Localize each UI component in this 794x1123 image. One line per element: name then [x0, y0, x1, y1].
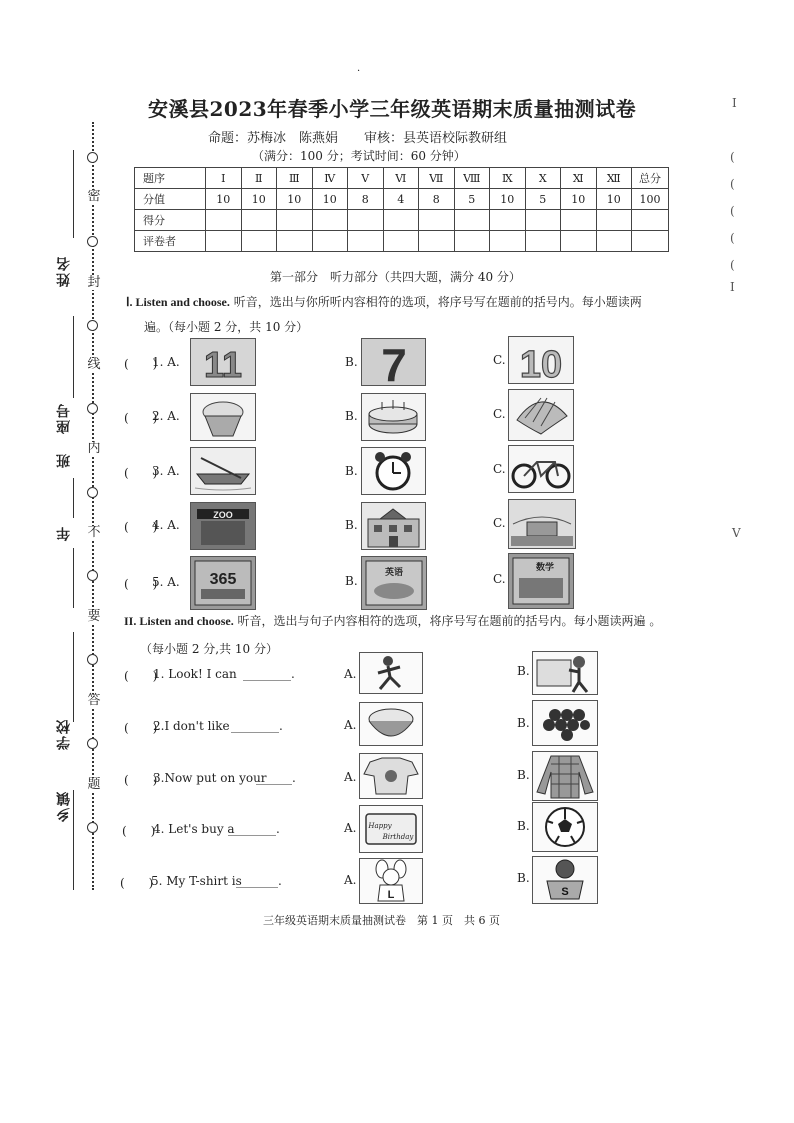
score-cell[interactable] [277, 210, 313, 231]
col-header: Ⅻ [596, 168, 632, 189]
q1-option-b-image[interactable] [361, 338, 426, 386]
section2-title: II. Listen and choose. [124, 614, 234, 628]
table-cell: 5 [525, 189, 561, 210]
col-header: Ⅰ [206, 168, 242, 189]
q3-option-a-image[interactable] [190, 447, 256, 495]
class-label: 班 [56, 452, 72, 468]
section1-heading [126, 293, 642, 310]
score-cell[interactable] [561, 210, 597, 231]
ii-q2-option-a-label: A. [344, 718, 357, 732]
col-header: Ⅺ [561, 168, 597, 189]
q3-option-c-label: C. [493, 462, 506, 476]
table-row [135, 210, 669, 231]
edge-mark: ( [730, 204, 735, 218]
grader-cell[interactable] [241, 231, 277, 252]
ii-q5-option-b-label: B. [517, 871, 530, 885]
answer-paren[interactable]: ( ) [124, 466, 158, 480]
score-cell[interactable] [454, 210, 490, 231]
ii-q4-blank[interactable]: ________. [228, 822, 280, 836]
town-label: 乡镇 [56, 790, 72, 822]
answer-paren[interactable]: ( ) [124, 520, 158, 534]
row-header: 得分 [135, 210, 206, 231]
q5b-text: 英语 [384, 568, 404, 578]
section2-heading [124, 612, 661, 629]
answer-paren[interactable]: ( ) [124, 773, 158, 787]
top-dot: · [357, 66, 361, 77]
grade-label: 年 [56, 525, 72, 541]
score-cell[interactable] [312, 210, 348, 231]
ii-q1-label: 1. Look! I can [153, 667, 237, 681]
section1-title: Ⅰ. Listen and choose. [126, 295, 230, 309]
q4-option-b-image[interactable] [361, 502, 426, 550]
ii-q5a-letter: L [387, 889, 395, 901]
answer-paren[interactable]: ( ) [122, 824, 156, 838]
table-row [135, 189, 669, 210]
seal-circle [87, 822, 98, 833]
seal-char: 封 [87, 275, 101, 290]
grader-cell[interactable] [206, 231, 242, 252]
table-cell: 8 [348, 189, 384, 210]
q1-option-c-image[interactable] [508, 336, 574, 384]
seal-char: 内 [87, 441, 101, 456]
q3-option-b-label: B. [345, 464, 358, 478]
section2-instruction2: （每小题 2 分,共 10 分） [140, 642, 278, 656]
q1a-number: 11 [203, 344, 243, 385]
table-cell: 10 [206, 189, 242, 210]
answer-paren[interactable]: ( ) [120, 876, 154, 890]
col-header: Ⅸ [490, 168, 526, 189]
class-line [73, 478, 74, 518]
ii-q3-blank[interactable]: ______. [256, 771, 296, 785]
ii-q1-option-a-label: A. [344, 667, 357, 681]
table-cell: 8 [419, 189, 455, 210]
table-cell: 100 [632, 189, 669, 210]
score-cell[interactable] [348, 210, 384, 231]
score-cell[interactable] [490, 210, 526, 231]
q2-label: 2. A. [152, 409, 180, 423]
seal-circle [87, 403, 98, 414]
grader-cell[interactable] [312, 231, 348, 252]
ii-q5-option-a-image[interactable] [359, 858, 423, 904]
q5-option-b-label: B. [345, 574, 358, 588]
answer-paren[interactable]: ( ) [124, 357, 158, 371]
edge-mark: I [732, 96, 737, 110]
score-cell[interactable] [525, 210, 561, 231]
section1-instruction: 听音，选出与你所听内容相符的选项，将序号写在题前的括号内。每小题读两 [233, 295, 642, 309]
seal-circle [87, 236, 98, 247]
table-cell: 5 [454, 189, 490, 210]
col-header: Ⅴ [348, 168, 384, 189]
name-line [73, 150, 74, 238]
ii-q4-option-b-label: B. [517, 819, 530, 833]
answer-paren[interactable]: ( ) [124, 721, 158, 735]
ii-q1-blank[interactable]: ________. [243, 667, 295, 681]
ii-q4a-happy: Happy [368, 822, 392, 830]
section1-instruction2: 遍。（每小题 2 分，共 10 分） [144, 320, 309, 334]
table-cell: 10 [312, 189, 348, 210]
grader-cell[interactable] [383, 231, 419, 252]
ii-q4-option-a-label: A. [344, 821, 357, 835]
school-label: 学校 [56, 718, 72, 750]
seal-circle [87, 738, 98, 749]
ii-q5-label: 5. My T-shirt is [151, 874, 242, 888]
grader-cell[interactable] [490, 231, 526, 252]
seal-char: 密 [87, 189, 101, 204]
grader-cell[interactable] [525, 231, 561, 252]
ii-q1-option-a-image[interactable] [359, 652, 423, 694]
col-header: Ⅹ [525, 168, 561, 189]
score-cell[interactable] [596, 210, 632, 231]
row-header: 分值 [135, 189, 206, 210]
section2-instruction: 听音，选出与句子内容相符的选项，将序号写在题前的括号内。每小题读两遍 。 [237, 614, 662, 628]
q1-option-b-label: B. [345, 355, 358, 369]
table-cell: 4 [383, 189, 419, 210]
ii-q4a-birthday: Birthday [382, 833, 414, 841]
table-row [135, 168, 669, 189]
answer-paren[interactable]: ( ) [124, 577, 158, 591]
part-heading: 第一部分 听力部分（共四大题，满分 40 分） [270, 270, 521, 284]
q5a-text: 365 [209, 571, 237, 588]
table-cell: 10 [596, 189, 632, 210]
ii-q1-option-b-label: B. [517, 664, 530, 678]
grader-cell[interactable] [348, 231, 384, 252]
col-header: Ⅳ [312, 168, 348, 189]
seal-char: 不 [87, 525, 101, 540]
school-line [73, 632, 74, 722]
answer-paren[interactable]: ( ) [124, 411, 158, 425]
edge-mark: ( [730, 177, 735, 191]
q4-option-b-label: B. [345, 518, 358, 532]
q5-option-b-image[interactable] [361, 556, 427, 610]
col-header: 总分 [632, 168, 669, 189]
q2-option-b-label: B. [345, 409, 358, 423]
q3-label: 3. A. [152, 464, 180, 478]
ii-q3-option-b-label: B. [517, 768, 530, 782]
ii-q2-option-b-image[interactable] [532, 700, 598, 746]
q5-option-c-label: C. [493, 572, 506, 586]
q5c-text: 数学 [535, 563, 555, 573]
q4-label: 4. A. [152, 518, 180, 532]
ii-q2-option-b-label: B. [517, 716, 530, 730]
score-cell[interactable] [383, 210, 419, 231]
exam-meta: （满分：100 分；考试时间：60 分钟） [252, 149, 466, 163]
ii-q3-option-a-label: A. [344, 770, 357, 784]
q5-label: 5. A. [152, 575, 180, 589]
q1-label: 1. A. [152, 355, 180, 369]
ii-q2-blank[interactable]: ________. [231, 719, 283, 733]
q4-option-c-image[interactable] [508, 499, 576, 549]
ii-q4-option-a-image[interactable] [359, 805, 423, 853]
q5-option-a-image[interactable] [190, 556, 256, 610]
grade-line [73, 548, 74, 608]
seal-char: 题 [87, 777, 101, 792]
score-table [134, 167, 669, 252]
table-cell: 10 [241, 189, 277, 210]
q4-option-a-image[interactable] [190, 502, 256, 550]
seat-label: 座号 [56, 402, 72, 434]
q2-option-c-image[interactable] [508, 389, 574, 441]
grader-cell[interactable] [454, 231, 490, 252]
col-header: Ⅷ [454, 168, 490, 189]
ii-q3-label: 3.Now put on your [153, 771, 267, 785]
q2-option-b-image[interactable] [361, 393, 426, 441]
seal-circle [87, 570, 98, 581]
ii-q5b-letter: S [561, 886, 569, 898]
q3-option-c-image[interactable] [508, 445, 574, 493]
score-cell[interactable] [206, 210, 242, 231]
ii-q3-option-b-image[interactable] [532, 751, 598, 801]
ii-q5-blank[interactable]: _______. [236, 874, 282, 888]
seal-circle [87, 487, 98, 498]
edge-mark: ( [730, 231, 735, 245]
ii-q5-option-b-image[interactable] [532, 856, 598, 904]
table-row [135, 231, 669, 252]
q5-option-c-image[interactable] [508, 553, 574, 609]
table-cell: 10 [561, 189, 597, 210]
col-header: Ⅵ [383, 168, 419, 189]
seal-circle [87, 152, 98, 163]
grader-cell[interactable] [419, 231, 455, 252]
q1c-number: 10 [519, 344, 563, 383]
seal-char: 答 [87, 693, 101, 708]
seal-char: 要 [87, 609, 101, 624]
row-header: 题序 [135, 168, 206, 189]
col-header: Ⅲ [277, 168, 313, 189]
score-cell[interactable] [241, 210, 277, 231]
col-header: Ⅱ [241, 168, 277, 189]
q1-option-c-label: C. [493, 353, 506, 367]
grader-cell[interactable] [561, 231, 597, 252]
ii-q2-option-a-image[interactable] [359, 702, 423, 746]
seal-circle [87, 320, 98, 331]
answer-paren[interactable]: ( ) [124, 669, 158, 683]
seal-char: 线 [87, 357, 101, 372]
seal-circle [87, 654, 98, 665]
page-footer: 三年级英语期末质量抽测试卷 第 1 页 共 6 页 [263, 914, 500, 927]
ii-q1-option-b-image[interactable] [532, 651, 598, 695]
q1-option-a-image[interactable] [190, 338, 256, 386]
q1b-number: 7 [381, 339, 407, 385]
ii-q4-label: 4. Let's buy a [153, 822, 235, 836]
edge-mark: ( [730, 258, 735, 272]
edge-mark: V [732, 526, 741, 540]
grader-cell[interactable] [277, 231, 313, 252]
row-header: 评卷者 [135, 231, 206, 252]
q4-option-c-label: C. [493, 516, 506, 530]
edge-mark: I [730, 280, 735, 294]
score-cell[interactable] [419, 210, 455, 231]
table-cell: 10 [490, 189, 526, 210]
q2-option-c-label: C. [493, 407, 506, 421]
ii-q2-label: 2.I don't like [153, 719, 230, 733]
ii-q4-option-b-image[interactable] [532, 802, 598, 852]
col-header: Ⅶ [419, 168, 455, 189]
grader-cell[interactable] [596, 231, 632, 252]
edge-mark: ( [730, 150, 735, 164]
q3-option-b-image[interactable] [361, 447, 426, 495]
grader-cell[interactable] [632, 231, 669, 252]
exam-authors: 命题：苏梅冰 陈燕娟 审核：县英语校际教研组 [208, 131, 508, 146]
q4a-sign: ZOO [213, 510, 233, 520]
exam-title: 安溪县2023年春季小学三年级英语期末质量抽测试卷 [148, 97, 637, 121]
score-cell[interactable] [632, 210, 669, 231]
seat-line [73, 316, 74, 398]
table-cell: 10 [277, 189, 313, 210]
q2-option-a-image[interactable] [190, 393, 256, 441]
ii-q3-option-a-image[interactable] [359, 753, 423, 799]
name-label: 姓名 [56, 255, 72, 287]
ii-q5-option-a-label: A. [344, 873, 357, 887]
